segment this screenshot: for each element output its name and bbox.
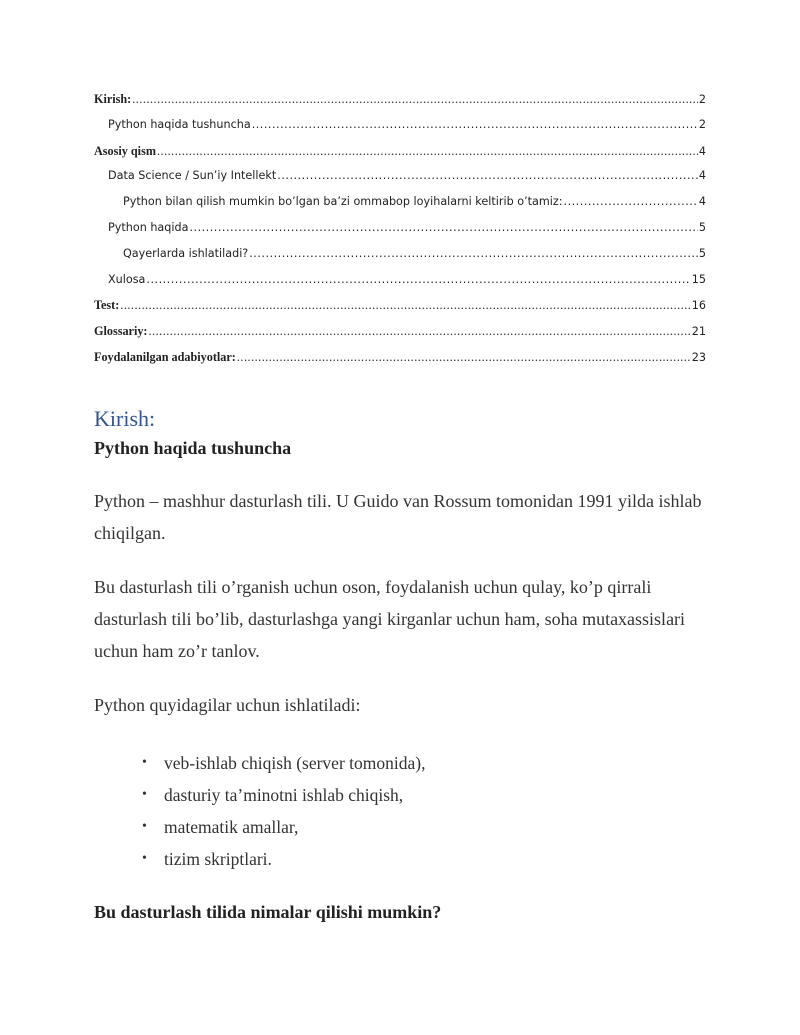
subsection-heading: Python haqida tushuncha <box>94 438 292 458</box>
toc-dot-leader <box>149 324 691 339</box>
toc-dot-leader <box>237 350 691 365</box>
list-item <box>142 747 714 779</box>
toc-dot-leader <box>157 144 698 159</box>
list-item <box>142 779 714 811</box>
toc-entry-title: Qayerlarda ishlatiladi? <box>123 246 249 260</box>
toc-entry-page: 23 <box>691 350 706 364</box>
toc-dot-leader <box>249 247 698 260</box>
toc-dot-leader <box>120 298 690 313</box>
section-heading-kirish <box>94 405 714 433</box>
list-item-text: dasturiy ta’minotni ishlab chiqish, <box>164 785 404 805</box>
toc-entry-page: 4 <box>698 144 706 158</box>
list-item-text: tizim skriptlari. <box>164 849 272 869</box>
toc-dot-leader <box>252 118 698 131</box>
list-item-text: veb-ishlab chiqish (server tomonida), <box>164 753 426 773</box>
toc-entry[interactable] <box>94 221 706 247</box>
toc-entry-page: 2 <box>698 117 706 131</box>
toc-entry-title: Xulosa <box>108 272 146 286</box>
toc-entry[interactable] <box>94 324 706 350</box>
toc-dot-leader <box>146 273 690 286</box>
paragraph-intro: Python – mashhur dasturlash tili. U Guido van Rossum tomonidan 1991 yilda ishlab chiqilgan. <box>94 491 702 543</box>
toc-entry-page: 16 <box>691 299 706 313</box>
bullet-icon: • <box>142 755 147 770</box>
toc-entry-page: 21 <box>691 325 706 339</box>
toc-dot-leader <box>277 169 698 182</box>
toc-entry[interactable] <box>94 298 706 324</box>
toc-entry-title: Python haqida <box>108 220 189 234</box>
toc-entry-page: 4 <box>698 195 706 209</box>
toc-dot-leader <box>189 221 697 234</box>
toc-entry[interactable] <box>94 169 706 195</box>
toc-entry-page: 15 <box>691 272 706 286</box>
toc-entry-page: 4 <box>698 169 706 183</box>
heading-colon: : <box>149 406 156 431</box>
list-item <box>142 843 714 875</box>
bullet-icon: • <box>142 851 147 866</box>
toc-entry-title: Test: <box>94 298 120 313</box>
toc-entry-page: 5 <box>698 220 706 234</box>
toc-entry[interactable] <box>94 92 706 118</box>
question-heading: Bu dasturlash tilida nimalar qilishi mumkin? <box>94 902 442 922</box>
toc-entry[interactable] <box>94 144 706 170</box>
toc-entry-title: Data Science / Sun’iy Intellekt <box>108 169 277 183</box>
toc-entry[interactable] <box>94 350 706 376</box>
toc-entry[interactable] <box>94 273 706 299</box>
toc-entry-page: 2 <box>698 93 706 106</box>
toc-entry-title: Asosiy qism <box>94 143 156 158</box>
list-item-text: matematik amallar, <box>164 817 299 837</box>
toc-entry-title: Foydalanilgan adabiyotlar: <box>94 349 236 364</box>
usage-list <box>94 747 714 875</box>
toc-entry-title: Glossariy: <box>94 324 148 339</box>
toc-entry[interactable] <box>94 247 706 273</box>
toc-entry-title: Kirish: <box>94 92 132 106</box>
paragraph-description: Bu dasturlash tili o’rganish uchun oson, foydalanish uchun qulay, ko’p qirrali dasturlash tili bo’lib, dasturlashga yangi kirganlar uchun ham, soha mutaxassislari uchun ham zo’r tanlov. <box>94 577 686 661</box>
document-body <box>94 405 714 925</box>
toc-dot-leader <box>564 195 698 208</box>
paragraph-usage: Python quyidagilar uchun ishlatiladi: <box>94 695 361 715</box>
table-of-contents <box>94 92 706 376</box>
toc-entry[interactable] <box>94 118 706 144</box>
toc-entry-page: 5 <box>698 246 706 260</box>
toc-entry[interactable] <box>94 195 706 221</box>
bullet-icon: • <box>142 787 147 802</box>
toc-dot-leader <box>132 92 698 107</box>
list-item <box>142 811 714 843</box>
toc-entry-title: Python bilan qilish mumkin bo’lgan ba’zi ommabop loyihalarni keltirib o’tamiz: <box>123 195 563 209</box>
bullet-icon: • <box>142 819 147 834</box>
heading-text: Kirish <box>94 406 149 431</box>
toc-entry-title: Python haqida tushuncha <box>108 117 251 131</box>
